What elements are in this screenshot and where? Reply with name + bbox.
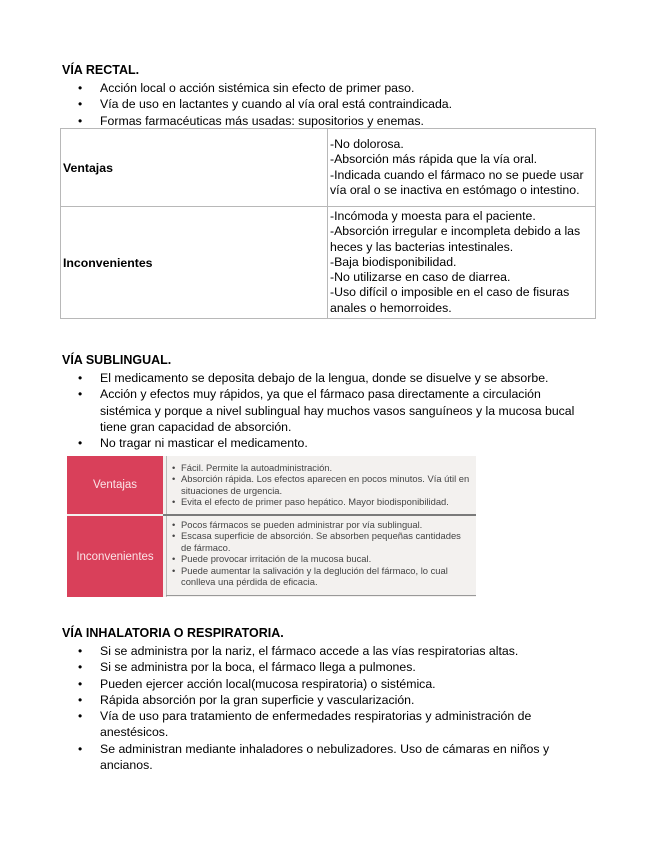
ventajas-label: Ventajas [67,456,163,514]
list-item: • Si se administra por la nariz, el fármaco accede a las vías respiratorias altas. [62,643,582,659]
table-row [61,207,596,319]
list-item: • Rápida absorción por la gran superficie y vascularización. [62,692,582,708]
list-item: • No tragar ni masticar el medicamento. [62,435,582,451]
inconvenientes-cell [328,207,596,319]
sublingual-bullet-list [62,370,582,451]
cell-line: -No dolorosa. [330,136,404,151]
heading-inhalatoria: VÍA INHALATORIA O RESPIRATORIA. [62,626,284,640]
section-rectal [62,62,602,129]
divider [166,595,476,596]
list-item: • Absorción rápida. Los efectos aparecen en pocos minutos. Vía útil en situaciones de urgencia. [171,473,471,496]
inconvenientes-list [171,519,471,587]
heading-sublingual: VÍA SUBLINGUAL. [62,353,172,367]
section-sublingual [62,352,602,451]
cell-line: -No utilizarse en caso de diarrea. [330,270,511,285]
heading-rectal: VÍA RECTAL. [62,63,140,77]
table-row [61,129,596,207]
list-item: • Fácil. Permite la autoadministración. [171,462,471,473]
section-inhalatoria [62,625,602,773]
list-item: • Pocos fármacos se pueden administrar por vía sublingual. [171,519,471,530]
list-item: • Evita el efecto de primer paso hepático. Mayor biodisponibilidad. [171,496,471,507]
list-item: • Vía de uso para tratamiento de enfermedades respiratorias y administración de anestésicos. [62,708,582,741]
inconvenientes-label: Inconvenientes [61,207,328,319]
ventajas-cell [328,129,596,207]
list-item: • El medicamento se deposita debajo de la lengua, donde se disuelve y se absorbe. [62,370,582,386]
list-item: • Acción local o acción sistémica sin efecto de primer paso. [62,80,602,96]
cell-line: -Absorción irregular e incompleta debido a las heces y las bacterias intestinales. [330,224,581,254]
list-item: • Puede provocar irritación de la mucosa bucal. [171,553,471,564]
rectal-table [60,128,596,319]
cell-line: -Uso difícil o imposible en el caso de fisuras anales o hemorroides. [330,285,570,315]
divider [163,514,476,516]
cell-line: -Baja biodisponibilidad. [330,254,457,269]
list-item: • Acción y efectos muy rápidos, ya que el fármaco pasa directamente a circulación sistémica y porque a nivel sublingual hay muchos vasos sanguíneos y la mucosa bucal tiene gran capacidad de absorción. [62,386,582,435]
sublingual-table-image [67,456,476,597]
list-item: • Formas farmacéuticas más usadas: supositorios y enemas. [62,113,602,129]
inhalatoria-bullet-list [62,643,582,773]
list-item: • Escasa superficie de absorción. Se absorben pequeñas cantidades de fármaco. [171,530,471,553]
list-item: • Vía de uso en lactantes y cuando al vía oral está contraindicada. [62,96,602,112]
ventajas-label: Ventajas [61,129,328,207]
rectal-bullet-list [62,80,602,129]
list-item: • Si se administra por la boca, el fármaco llega a pulmones. [62,659,582,675]
cell-line: -Indicada cuando el fármaco no se puede usar vía oral o se inactiva en estómago o intestino. [330,167,584,197]
list-item: • Puede aumentar la salivación y la deglución del fármaco, lo cual conlleva una pérdida de eficacia. [171,565,471,588]
list-item: • Se administran mediante inhaladores o nebulizadores. Uso de cámaras en niños y ancianos. [62,741,582,774]
ventajas-list [171,462,471,508]
inconvenientes-label: Inconvenientes [67,516,163,597]
divider [166,456,167,597]
list-item: • Pueden ejercer acción local(mucosa respiratoria) o sistémica. [62,676,582,692]
cell-line: -Absorción más rápida que la vía oral. [330,152,538,167]
cell-line: -Incómoda y moesta para el paciente. [330,209,536,223]
